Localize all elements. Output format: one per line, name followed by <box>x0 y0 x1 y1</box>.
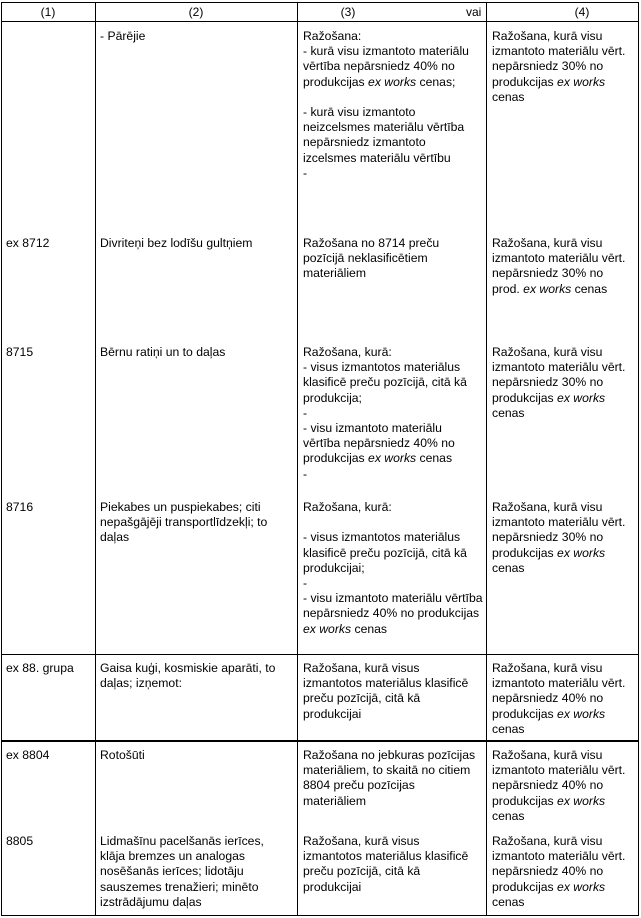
header-col-2: (2) <box>188 5 204 19</box>
column-divider-1 <box>95 2 96 916</box>
row-3-rule3: Ražošana, kurā: - visus izmantotos materiālus klasificē preču pozīcijā, citā kā produkcijai; - - visu izmantoto materiālu vērtība nepārsniedz 40% no produkcijas ex works cenas <box>303 500 483 636</box>
row-0-rule4: Ražošana, kurā visu izmantoto materiālu vērt. nepārsniedz 30% no produkcijas ex works cenas <box>492 29 626 104</box>
column-divider-3 <box>486 2 487 916</box>
row-0-rule3: Ražošana: - kurā visu izmantoto materiālu vērtība nepārsniedz 40% no produkcijas ex works cenas; - kurā visu izmantoto neizcelsmes materiālu vērtība nepārsniedz izmantoto izcelsmes materiālu vērtību - <box>303 29 469 180</box>
row-3-code: 8716 <box>6 500 34 514</box>
row-1-rule3: Ražošana no 8714 preču pozīcijā neklasificētiem materiāliem <box>303 236 440 281</box>
row-6-code: 8805 <box>6 834 34 848</box>
header-or-label: vai <box>466 5 482 19</box>
table-bottom-border <box>1 915 639 916</box>
row-1-code: ex 8712 <box>6 236 50 250</box>
row-3-rule4: Ražošana, kurā visu izmantoto materiālu vērt. nepārsniedz 30% no produkcijas ex works cenas <box>492 500 626 575</box>
table-border-right <box>638 2 639 916</box>
row-2-rule3: Ražošana, kurā: - visus izmantotos materiālus klasificē preču pozīcijā, citā kā produkcija; - - visu izmantoto materiālu vērtība nepārsniedz 40% no produkcijas ex works cenas - <box>303 345 467 481</box>
row-4-rule4: Ražošana, kurā visu izmantoto materiālu vērt. nepārsniedz 40% no produkcijas ex works cenas <box>492 661 626 736</box>
row-5-rule4: Ražošana, kurā visu izmantoto materiālu vērt. nepārsniedz 40% no produkcijas ex works cenas <box>492 748 626 823</box>
row-1-rule4: Ražošana, kurā visu izmantoto materiālu vērt. nepārsniedz 30% no prod. ex works cenas <box>492 236 626 296</box>
header-bottom-border <box>1 21 639 22</box>
row-0-description: - Pārējie <box>100 29 146 43</box>
row-2-rule4: Ražošana, kurā visu izmantoto materiālu vērt. nepārsniedz 30% no produkcijas ex works cenas <box>492 345 626 420</box>
table-border-left <box>1 2 2 916</box>
row-2-code: 8715 <box>6 345 34 359</box>
row-4-rule3: Ražošana, kurā visus izmantotos materiālus klasificē preču pozīcijā, citā kā produkcijai <box>303 661 469 721</box>
header-col-1: (1) <box>40 5 56 19</box>
row-4-description: Gaisa kuģi, kosmiskie aparāti, to daļas; izņemot: <box>100 661 276 691</box>
header-col-4: (4) <box>574 5 590 19</box>
row-5-description: Rotošūti <box>100 748 145 762</box>
table-top-border <box>1 2 639 3</box>
row-5-code: ex 8804 <box>6 748 50 762</box>
row-2-description: Bērnu ratiņi un to daļas <box>100 345 226 359</box>
row-3-description: Piekabes un puspiekabes; citi nepašgājēji transportlīdzekļi; to daļas <box>100 500 268 545</box>
row-5-rule3: Ražošana no jebkuras pozīcijas materiāliem, to skaitā no citiem 8804 preču pozīcijas materiāliem <box>303 748 476 808</box>
column-divider-2 <box>297 2 298 916</box>
row-6-rule3: Ražošana, kurā visus izmantotos materiālus klasificē preču pozīcijā, citā kā produkcijai <box>303 834 469 894</box>
row-divider-8804 <box>1 740 639 742</box>
row-1-description: Divriteņi bez lodīšu gultņiem <box>100 236 253 250</box>
header-col-3: (3) <box>340 5 356 19</box>
row-4-code: ex 88. grupa <box>6 661 74 675</box>
row-6-rule4: Ražošana, kurā visu izmantoto materiālu vērt. nepārsniedz 40% no produkcijas ex works cenas <box>492 834 626 909</box>
row-6-description: Lidmašīnu pacelšanās ierīces, klāja bremzes un analogas nosēšanās ierīces; lidotāju sauszemes trenažieri; minēto izstrādājumu daļas <box>100 834 264 909</box>
row-divider-88 <box>1 654 639 655</box>
